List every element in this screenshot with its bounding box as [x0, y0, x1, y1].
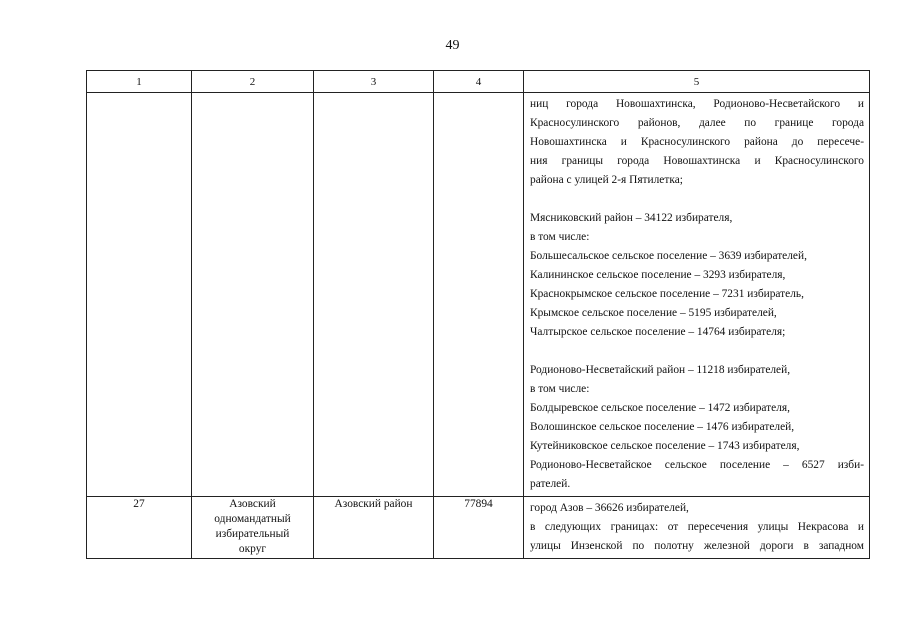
text-line: Новошахтинска и Красносулинского района до пересече- — [530, 136, 864, 148]
description-cell — [524, 93, 870, 497]
voters-count-cell: 77894 — [434, 497, 524, 559]
text-line: Чалтырское сельское поселение – 14764 избирателя; — [530, 326, 786, 338]
header-cell: 5 — [524, 71, 870, 93]
territory-cell: Азовский район — [314, 497, 434, 559]
text-line: Краснокрымское сельское поселение – 7231 избиратель, — [530, 288, 804, 300]
district-name-line: одномандатный — [214, 513, 291, 525]
district-name-line: избирательный — [215, 528, 290, 540]
text-line: Болдыревское сельское поселение – 1472 избирателя, — [530, 402, 790, 414]
text-line: улицы Инзенской по полотну железной дороги в западном — [530, 540, 864, 552]
page-number: 49 — [445, 38, 460, 53]
text-line: Мясниковский район – 34122 избирателя, — [530, 212, 733, 224]
empty-cell — [314, 93, 434, 497]
description-cell — [524, 497, 870, 559]
empty-cell — [192, 93, 314, 497]
district-name-line: округ — [238, 543, 267, 555]
header-cell: 4 — [434, 71, 524, 93]
text-line: Родионово-Несветайское сельское поселение – 6527 изби- — [530, 459, 864, 471]
text-line: Родионово-Несветайский район – 11218 избирателей, — [530, 364, 791, 376]
district-name-line: Азовский — [229, 498, 276, 510]
text-line: в следующих границах: от пересечения улицы Некрасова и — [530, 521, 864, 533]
text-line: в том числе: — [530, 231, 590, 243]
text-line: Большесальское сельское поселение – 3639 избирателей, — [530, 250, 807, 262]
text-line: района с улицей 2-я Пятилетка; — [530, 174, 683, 186]
row-number: 27 — [87, 497, 192, 559]
empty-cell — [434, 93, 524, 497]
text-line: Волошинское сельское поселение – 1476 избирателей, — [530, 421, 795, 433]
text-line: Красносулинского районов, далее по границе города — [530, 117, 864, 129]
text-line: ния границы города Новошахтинска и Красносулинского — [530, 155, 864, 167]
text-line: рателей. — [530, 478, 571, 490]
empty-cell — [87, 93, 192, 497]
header-cell: 3 — [314, 71, 434, 93]
district-name-cell — [192, 497, 314, 559]
paragraph-gap — [530, 342, 864, 361]
table-row — [87, 497, 870, 559]
text-line: в том числе: — [530, 383, 590, 395]
districts-table — [86, 70, 870, 559]
text-line: Калининское сельское поселение – 3293 избирателя, — [530, 269, 786, 281]
text-line: Крымское сельское поселение – 5195 избирателей, — [530, 307, 777, 319]
header-cell: 2 — [192, 71, 314, 93]
text-line: город Азов – 36626 избирателей, — [530, 502, 689, 514]
text-line: ниц города Новошахтинска, Родионово-Несветайского и — [530, 98, 864, 110]
paragraph-gap — [530, 190, 864, 209]
header-cell: 1 — [87, 71, 192, 93]
table-header-row — [87, 71, 870, 93]
table-row — [87, 93, 870, 497]
text-line: Кутейниковское сельское поселение – 1743 избирателя, — [530, 440, 800, 452]
